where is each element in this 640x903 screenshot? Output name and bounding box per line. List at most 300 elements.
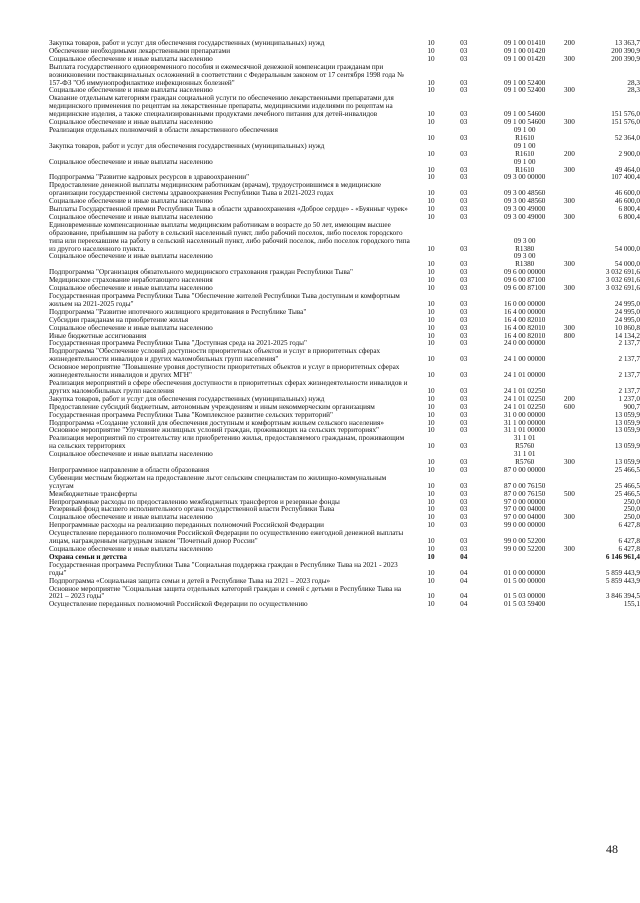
row-expense-type-code: 200 [564,39,575,47]
row-target-article-code [495,467,555,475]
row-expense-type-code [555,586,585,602]
row-subsection-code: 03 [460,315,468,324]
row-section-code: 10 [427,39,435,47]
row-section-code: 10 [427,465,435,474]
row-subsection-code: 03 [460,386,468,395]
row-subsection-code: 03 [460,355,468,364]
row-section-code: 10 [427,592,435,601]
row-target-article-code-line: 09 3 00 48560 [504,197,546,206]
row-name: Государственная программа Республики Тыва "Комплексное развитие сельских территорий" [49,410,333,419]
row-name: Подпрограмма "Развитие кадровых ресурсов в здравоохранении" [49,173,250,182]
row-target-article-code-line: 09 1 00 52400 [504,86,546,95]
row-section-code: 10 [427,371,435,380]
row-amount: 900,7 [623,402,640,411]
row-expense-type-code [555,64,585,88]
row-amount: 25 466,5 [614,465,640,474]
row-section-code: 10 [427,481,435,490]
row-subsection-code: 03 [460,545,468,553]
row-expense-type-code: 300 [564,458,575,467]
table-row [49,159,640,175]
row-subsection-code: 04 [460,552,468,561]
row-target-article-code [495,364,555,380]
row-amount: 14 134,2 [614,331,640,340]
budget-rows [49,40,640,609]
row-subsection-code: 03 [460,505,468,514]
row-target-article-code [495,159,555,175]
row-target-article-code-line: 87 0 00 76150 [504,481,546,490]
row-subsection-code: 03 [460,110,468,119]
row-subsection-code: 03 [460,212,468,221]
row-target-article-code-line: 16 0 00 00000 [504,299,546,308]
row-target-article-code-line: 09 3 00 48560 [504,189,546,198]
row-name: Осуществление переданных полномочий Российской Федерации по осуществлению [49,600,308,609]
row-name: Государственная программа Республики Тыва "Социальная поддержка граждан в Республике Тыва на 2021 - 2023 годы" [49,560,398,577]
row-target-article-code [495,127,555,143]
row-target-article-code-line: 97 0 00 04000 [504,513,546,522]
row-subsection-code: 03 [460,118,468,127]
table-row [49,364,640,380]
row-target-article-code [495,214,555,222]
row-expense-type-code: 600 [564,402,575,411]
row-name: Подпрограмма "Организация обязательного медицинского страхования граждан Республики Тыва" [49,268,353,277]
row-name: Социальное обеспечение и иные выплаты населению [49,86,213,95]
row-subsection-code: 03 [460,173,468,182]
row-expense-type-code [555,127,585,143]
row-amount: 6 800,4 [618,205,640,214]
row-subsection-code: 03 [460,149,468,158]
row-name: Выплата государственного единовременного пособия и ежемесячной денежной компенсации гражданам при возникновении поствакцинальных осложнений в соответствии с Федеральным законом от 17 сентября 1998 года № 157-ФЗ "Об иммунопрофилактике инфекционных болезней" [49,62,404,87]
row-name: Субсидии гражданам на приобретение жилья [49,315,189,324]
row-amount: 28,3 [627,86,640,95]
row-name: Реализация мероприятий по строительству или приобретению жилья, предоставляемого гражданам, проживающим на сельских территориях [49,434,405,451]
row-target-article-code-line: 31 1 01 00000 [504,426,546,435]
row-target-article-code-line: R1610 [515,165,535,174]
table-row [49,143,640,159]
row-section-code: 10 [427,418,435,427]
row-expense-type-code [555,522,585,530]
row-section-code: 10 [427,355,435,364]
row-target-article-code [495,522,555,530]
row-section-code: 10 [427,339,435,348]
row-name: Подпрограмма «Создание условий для обеспечения доступным и комфортным жильем сельского населения» [49,418,384,427]
row-section-code: 10 [427,323,435,332]
row-target-article-code [495,143,555,159]
row-section-code: 10 [427,537,435,546]
row-section-code: 10 [427,212,435,221]
table-row [49,601,640,609]
row-amount: 3 032 691,6 [605,276,640,285]
row-target-article-code-line: 01 5 00 00000 [504,576,546,585]
row-subsection-code: 03 [460,78,468,87]
row-target-article-code [495,586,555,602]
row-target-article-code-line: 09 6 00 87100 [504,284,546,293]
row-subsection-code: 03 [460,276,468,285]
row-amount: 250,0 [623,505,640,514]
row-target-article-code [495,554,555,562]
row-expense-type-code [555,420,585,428]
row-target-article-code-line: 09 6 00 87100 [504,276,546,285]
row-amount: 3 032 691,6 [605,268,640,277]
row-name: Социальное обеспечение и иные выплаты населению [49,252,213,261]
row-expense-type-code [555,554,585,562]
row-section-code: 10 [427,315,435,324]
row-name: Основное мероприятие "Улучшение жилищных условий граждан, проживающих на сельских территориях" [49,426,379,435]
row-section-code: 10 [427,244,435,253]
row-amount: 6 427,8 [618,537,640,546]
row-amount: 28,3 [627,78,640,87]
row-subsection-code: 03 [460,244,468,253]
row-amount: 13 059,9 [614,426,640,435]
row-section-code: 10 [427,149,435,158]
row-name: Обеспечение необходимыми лекарственными препаратами [49,46,231,55]
row-subsection-code: 03 [460,46,468,55]
row-section-code: 10 [427,86,435,95]
table-row [49,380,640,396]
row-section-code: 10 [427,284,435,293]
table-row [49,222,640,254]
row-expense-type-code [555,562,585,578]
row-target-article-code-line: 24 1 01 00000 [504,371,546,380]
row-section-code: 10 [427,110,435,119]
row-name: Подпрограмма "Обеспечение условий доступности приоритетных объектов и услуг в приоритетных сферах жизнедеятельности инвалидов и других маломобильных групп населения" [49,347,381,364]
row-section-code: 10 [427,268,435,277]
row-name: Оказание отдельным категориям граждан социальной услуги по обеспечению лекарственными препаратами для медицинского применения по рецептам на лекарственные препараты, медицинскими изделиями по рецептам на медицинские изделия, а также специализированными продуктами лечебного питания для детей-инвалидов [49,94,394,119]
row-target-article-code-line: 99 0 00 00000 [504,521,546,530]
row-expense-type-code [555,475,585,491]
row-subsection-code: 03 [460,54,468,63]
row-name: Резервный фонд высшего исполнительного органа государственной власти Республики Тыва [49,505,335,514]
row-target-article-code [495,475,555,491]
row-target-article-code-line: R1610 [515,149,535,158]
row-amount: 2 137,7 [618,386,640,395]
row-amount: 6 427,8 [618,521,640,530]
row-expense-type-code: 300 [564,86,575,95]
row-name: Предоставление денежной выплаты медицинским работникам (врачам), трудоустроившимся в медицинские организации государственной системы здравоохранения Республики Тыва в 2021-2023 годах [49,181,382,198]
row-amount: 200 390,9 [611,54,640,63]
row-expense-type-code [555,499,585,507]
row-expense-type-code: 300 [564,545,575,553]
row-target-article-code-line: 87 0 00 76150 [504,489,546,498]
row-name: Закупка товаров, работ и услуг для обеспечения государственных (муниципальных) нужд [49,394,325,403]
budget-table [49,40,640,609]
row-subsection-code: 03 [460,189,468,198]
row-section-code: 10 [427,545,435,553]
row-expense-type-code [555,601,585,609]
table-row [49,562,640,578]
row-target-article-code [495,348,555,364]
row-section-code: 10 [427,386,435,395]
row-name: Непрограммное направление в области образования [49,465,210,474]
row-expense-type-code [555,95,585,119]
row-subsection-code: 03 [460,458,468,467]
row-amount: 3 032 691,6 [605,284,640,293]
row-amount: 250,0 [623,513,640,522]
row-expense-type-code [555,182,585,198]
row-amount: 3 846 394,5 [605,592,640,601]
row-section-code: 10 [427,505,435,514]
row-target-article-code-line: 24 1 01 02250 [504,394,546,403]
row-subsection-code: 03 [460,513,468,522]
row-expense-type-code: 300 [564,284,575,293]
row-name: Реализация отдельных полномочий в области лекарственного обеспечения [49,125,278,134]
row-subsection-code: 03 [460,418,468,427]
row-expense-type-code: 200 [564,394,575,403]
row-section-code: 10 [427,189,435,198]
row-amount: 13 059,9 [614,458,640,467]
row-target-article-code [495,64,555,88]
row-section-code: 10 [427,78,435,87]
table-row [49,64,640,88]
row-target-article-code [495,87,555,95]
row-expense-type-code [555,364,585,380]
row-target-article-code-line: R1610 [515,133,535,142]
row-target-article-code-line: 99 0 00 52200 [504,545,546,553]
row-amount: 54 000,0 [614,244,640,253]
row-section-code: 10 [427,497,435,506]
row-subsection-code: 03 [460,197,468,206]
row-section-code: 10 [427,118,435,127]
row-section-code: 10 [427,410,435,419]
row-amount: 2 900,0 [618,149,640,158]
row-expense-type-code: 300 [564,212,575,221]
row-target-article-code-line: 97 0 00 00000 [504,497,546,506]
row-amount: 46 600,0 [614,189,640,198]
row-target-article-code [495,222,555,254]
row-subsection-code: 03 [460,442,468,451]
row-target-article-code [495,253,555,269]
row-subsection-code: 04 [460,576,468,585]
row-subsection-code: 03 [460,133,468,142]
row-section-code: 10 [427,54,435,63]
row-expense-type-code: 300 [564,323,575,332]
row-expense-type-code [555,435,585,451]
row-target-article-code-line: R1380 [515,260,535,269]
row-name: Непрограммные расходы на реализацию переданных полномочий Российской Федерации [49,521,324,530]
row-name: Закупка товаров, работ и услуг для обеспечения государственных (муниципальных) нужд [49,39,325,47]
row-target-article-code [495,340,555,348]
row-section-code: 10 [427,513,435,522]
row-expense-type-code: 500 [564,489,575,498]
row-subsection-code: 03 [460,371,468,380]
row-subsection-code: 03 [460,497,468,506]
row-subsection-code: 03 [460,410,468,419]
row-name: Охрана семьи и детства [49,552,127,561]
row-subsection-code: 03 [460,339,468,348]
row-target-article-code-line: R5760 [515,458,535,467]
row-amount: 155,1 [623,600,640,609]
row-target-article-code [495,530,555,546]
row-name: Подпрограмма «Социальная защита семьи и детей в Республике Тыва на 2021 – 2023 годы» [49,576,331,585]
row-amount: 13 363,7 [614,39,640,47]
row-name: Субвенции местным бюджетам на предоставление льгот сельским специалистам по жилищно-коммунальным услугам [49,473,387,490]
row-name: Предоставление субсидий бюджетным, автономным учреждениям и иным некоммерческим организациям [49,402,375,411]
row-subsection-code: 03 [460,481,468,490]
row-amount: 25 466,5 [614,489,640,498]
row-target-article-code-line: 09 3 00 [513,236,536,245]
row-subsection-code: 03 [460,521,468,530]
row-subsection-code: 03 [460,537,468,546]
row-name: Государственная программа Республики Тыва "Обеспечение жителей Республики Тыва доступным и комфортным жильем на 2021-2025 годы" [49,292,400,308]
row-amount: 2 137,7 [618,339,640,348]
row-expense-type-code: 800 [564,331,575,340]
row-name: Медицинское страхование неработающего населения [49,276,213,285]
row-target-article-code [495,182,555,198]
row-expense-type-code [555,427,585,435]
row-amount: 13 059,9 [614,442,640,451]
table-row [49,253,640,269]
row-target-article-code-line: 01 0 00 00000 [504,568,546,577]
row-name: Реализация мероприятий в сфере обеспечения доступности в приоритетных сферах жизнедеятельности инвалидов и других маломобильных групп населения [49,378,408,395]
row-amount: 24 995,0 [614,299,640,308]
row-name: Социальное обеспечение и иные выплаты населению [49,118,213,127]
row-amount: 46 600,0 [614,197,640,206]
table-row [49,475,640,491]
row-target-article-code-line: 31 1 01 [513,450,536,459]
row-target-article-code-line: 97 0 00 04000 [504,505,546,514]
row-name: Социальное обеспечение и иные выплаты населению [49,212,213,221]
row-amount: 13 059,9 [614,410,640,419]
row-name: Социальное обеспечение и иные выплаты населению [49,157,213,166]
row-target-article-code [495,293,555,309]
row-expense-type-code [555,293,585,309]
row-section-code: 10 [427,394,435,403]
row-name: Непрограммные расходы по предоставлению межбюджетных трансфертов и резервные фонды [49,497,340,506]
row-target-article-code-line: 09 1 00 01420 [504,54,546,63]
row-subsection-code: 03 [460,402,468,411]
row-target-article-code-line: 16 4 00 00000 [504,307,546,316]
row-amount: 6 146 961,4 [605,552,640,561]
row-name: Социальное обеспечение и иные выплаты населению [49,323,213,332]
row-expense-type-code [555,174,585,182]
row-expense-type-code [555,412,585,420]
row-target-article-code-line: R1380 [515,244,535,253]
row-amount: 151 576,0 [611,110,640,119]
row-subsection-code: 03 [460,165,468,174]
table-row [49,435,640,451]
row-expense-type-code: 300 [564,513,575,522]
row-name: Подпрограмма "Развитие ипотечного жилищного кредитования в Республике Тыва" [49,307,307,316]
row-amount: 250,0 [623,497,640,506]
row-expense-type-code: 200 [564,149,575,158]
row-subsection-code: 04 [460,592,468,601]
row-target-article-code-line: 09 1 00 52400 [504,78,546,87]
row-section-code: 10 [427,260,435,269]
row-target-article-code-line: R5760 [515,442,535,451]
row-target-article-code-line: 24 1 00 00000 [504,355,546,364]
row-amount: 6 800,4 [618,212,640,221]
row-amount: 24 995,0 [614,315,640,324]
row-amount: 1 237,0 [618,394,640,403]
row-amount: 2 137,7 [618,371,640,380]
row-target-article-code-line: 09 1 00 01410 [504,39,546,47]
row-section-code: 10 [427,489,435,498]
row-name: Социальное обеспечение и иные выплаты населению [49,284,213,293]
row-section-code: 10 [427,600,435,609]
row-subsection-code: 03 [460,331,468,340]
row-expense-type-code [555,380,585,396]
row-section-code: 10 [427,402,435,411]
row-amount: 52 364,0 [614,133,640,142]
row-expense-type-code [555,530,585,546]
row-section-code: 10 [427,133,435,142]
row-subsection-code: 03 [460,284,468,293]
row-subsection-code: 03 [460,268,468,277]
row-expense-type-code: 300 [564,197,575,206]
row-amount: 107 400,4 [611,173,640,182]
row-target-article-code-line: 09 3 00 00000 [504,173,546,182]
row-amount: 6 427,8 [618,545,640,553]
row-name: Государственная программа Республики Тыва "Доступная среда на 2021-2025 годы" [49,339,307,348]
row-amount: 25 466,5 [614,481,640,490]
row-amount: 13 059,9 [614,418,640,427]
row-target-article-code [495,95,555,119]
row-name: Социальное обеспечение и иные выплаты населению [49,197,213,206]
row-target-article-code-line: 09 3 00 49000 [504,205,546,214]
row-target-article-code [495,174,555,182]
row-subsection-code: 03 [460,323,468,332]
row-section-code: 10 [427,442,435,451]
row-amount: 54 000,0 [614,260,640,269]
row-target-article-code [495,562,555,578]
row-amount: 200 390,9 [611,46,640,55]
row-name: Социальное обеспечение и иные выплаты населению [49,54,213,63]
row-section-code: 10 [427,307,435,316]
row-name: Осуществление переданного полномочия Российской Федерации по осуществлению ежегодной денежной выплаты лицам, награжденным нагрудным знаком "Почетный донор России" [49,529,404,546]
row-subsection-code: 03 [460,299,468,308]
table-row [49,530,640,546]
row-target-article-code-line: 16 4 00 82010 [504,331,546,340]
row-amount: 5 859 443,9 [605,568,640,577]
row-expense-type-code [555,348,585,364]
row-target-article-code-line: 87 0 00 00000 [504,465,546,474]
row-section-code: 10 [427,552,435,561]
table-row [49,182,640,198]
row-section-code: 10 [427,205,435,214]
row-target-article-code [495,285,555,293]
row-target-article-code-line: 31 1 00 00000 [504,418,546,427]
row-target-article-code-line: 09 6 00 00000 [504,268,546,277]
row-section-code: 10 [427,299,435,308]
row-target-article-code-line: 09 1 00 01420 [504,46,546,55]
row-target-article-code [495,435,555,451]
row-target-article-code-line: 09 1 00 [513,125,536,134]
row-target-article-code-line: 09 3 00 49000 [504,212,546,221]
row-name: Основное мероприятие "Социальная защита отдельных категорий граждан и семей с детьми в Республике Тыва на 2021 – 2023 годы" [49,584,402,601]
row-expense-type-code [555,467,585,475]
row-expense-type-code [555,578,585,586]
table-row [49,293,640,309]
row-target-article-code [495,578,555,586]
row-subsection-code: 04 [460,600,468,609]
row-name: Единовременные компенсационные выплаты медицинским работникам в возрасте до 50 лет, имеющим высшее образование, прибывшим на работу в сельский населенный пункт, либо рабочий поселок, либо поселок городского типа или переехавшим на работу в сельский населенный пункт, либо рабочий поселок, либо поселок городского типа из другого населенного пункта. [49,220,410,253]
row-expense-type-code [555,309,585,317]
row-expense-type-code [555,340,585,348]
row-subsection-code: 03 [460,205,468,214]
row-section-code: 10 [427,276,435,285]
row-section-code: 10 [427,46,435,55]
row-expense-type-code [555,222,585,254]
table-row [49,451,640,467]
row-target-article-code [495,380,555,396]
row-section-code: 10 [427,521,435,530]
row-target-article-code [495,451,555,467]
row-expense-type-code: 300 [564,54,575,63]
row-subsection-code: 03 [460,394,468,403]
row-subsection-code: 03 [460,465,468,474]
row-target-article-code-line: 09 1 00 54600 [504,110,546,119]
row-subsection-code: 03 [460,489,468,498]
row-target-article-code-line: 16 4 00 82010 [504,323,546,332]
